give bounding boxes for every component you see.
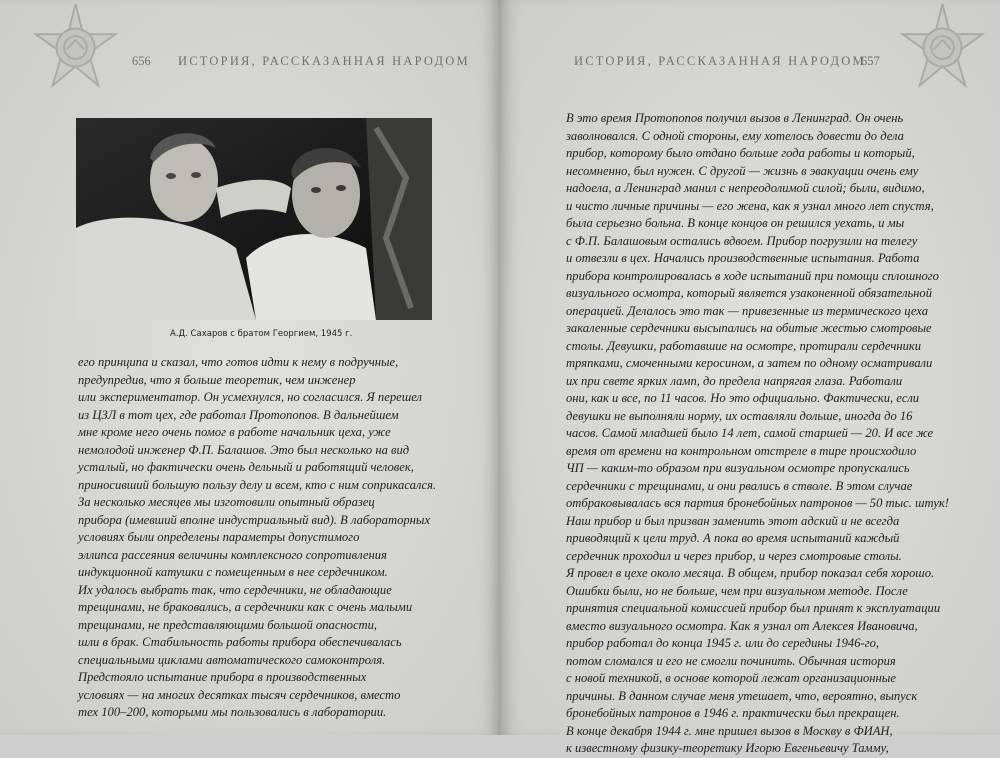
right-page	[500, 0, 1000, 755]
text-line: и чисто личные причины — его жена, как я узнал много лет спустя,	[566, 198, 934, 213]
running-head: ИСТОРИЯ, РАССКАЗАННАЯ НАРОДОМ	[574, 54, 866, 68]
text-line: сердечник проходил и через прибор, и через смотровые столы.	[566, 548, 902, 563]
text-line: бронебойных патронов в 1946 г. практически был прекращен.	[566, 706, 900, 720]
text-line: к известному физику-теоретику Игорю Евгеньевичу Тамму,	[566, 741, 889, 755]
text-line: или экспериментатор. Он усмехнулся, но согласился. Я перешел	[78, 390, 422, 404]
text-line: их при свете ярких ламп, до предела напрягая глаза. Работали	[566, 373, 903, 388]
text-line: причины. В данном случае меня утешает, что, вероятно, выпуск	[566, 688, 918, 703]
text-line: приносивший большую пользу делу и всем, кто с ним соприкасался.	[78, 477, 437, 492]
text-line: прибор работал до конца 1945 г. или до середины 1946-го,	[566, 636, 880, 650]
text-line: из ЦЗЛ в тот цех, где работал Протопопов. В дальнейшем	[78, 407, 399, 422]
photo-caption: А.Д. Сахаров с братом Георгием, 1945 г.	[170, 329, 353, 339]
text-line: Наш прибор и был призван заменить этот адский и не всегда	[566, 513, 900, 528]
text-line: прибора (имевший вполне индустриальный вид). В лабораторных	[78, 512, 431, 527]
text-line: трещинами, не браковались, а сердечники как с очень малыми	[78, 600, 413, 614]
text-line: Их удалось выбрать так, что сердечники, не обладающие	[78, 582, 392, 597]
text-line: его принципа и сказал, что готов идти к нему в подручные,	[78, 355, 399, 369]
text-line: заволновался. С одной стороны, ему хотелось довести до дела	[566, 128, 904, 143]
text-line: потом сломался и его не смогли починить. Обычная история	[566, 653, 896, 668]
text-line: отбраковывалась вся партия бронебойных патронов — 50 тыс. штук!	[566, 496, 950, 510]
text-line: За несколько месяцев мы изготовили опытный образец	[78, 495, 375, 509]
text-line: приводящий к цели труд. А пока во время испытаний каждый	[566, 531, 900, 545]
text-line: предупредив, что я больше теоретик, чем инженер	[78, 372, 356, 387]
text-line: была серьезно больна. В конце концов он решился уехать, и мы	[566, 216, 905, 230]
text-line: специальными циклами автоматического самоконтроля.	[78, 652, 386, 667]
order-star-emblem-icon	[895, 0, 990, 95]
text-line: Ошибки были, но не больше, чем при визуальном методе. После	[566, 583, 908, 598]
text-line: трещинами, не представляющими большой опасности,	[78, 617, 378, 632]
text-line: надоела, а Ленинград манил с непреодолимой силой; были, видимо,	[566, 181, 925, 195]
text-line: мне кроме него очень помог в работе начальник цеха, уже	[78, 425, 391, 439]
right-body-text	[566, 110, 949, 758]
text-line: они, как и все, по 11 часов. Но это официально. Фактически, если	[566, 391, 920, 405]
left-body-text	[78, 354, 436, 722]
text-line: Я провел в цехе около месяца. В общем, прибор показал себя хорошо.	[566, 566, 935, 580]
text-line: столы. Девушки, работавшие на осмотре, протирали сердечники	[566, 338, 922, 353]
text-line: усталый, но фактически очень дельный и работящий человек,	[78, 460, 414, 474]
text-line: В это время Протопопов получил вызов в Ленинград. Он очень	[566, 111, 904, 125]
text-line: девушки не выполняли норму, их оставляли дольше, иногда до 16	[566, 408, 913, 423]
running-head: ИСТОРИЯ, РАССКАЗАННАЯ НАРОДОМ	[178, 54, 470, 68]
left-page	[0, 0, 500, 735]
historical-photo	[76, 118, 432, 320]
text-line: время от времени на контрольном отстреле в тире происходило	[566, 443, 917, 458]
text-line: прибора контролировалась в ходе испытаний при помощи сплошного	[566, 268, 939, 283]
text-line: закаленные сердечники высыпались на обитые жестью смотровые	[566, 321, 932, 335]
text-line: операцией. Делалось это так — привезенные из термического цеха	[566, 303, 928, 318]
text-line: тех 100–200, которыми мы пользовались в лаборатории.	[78, 705, 387, 719]
text-line: часов. Самой младшей было 14 лет, самой старшей — 20. И все же	[566, 426, 934, 440]
order-star-emblem-icon	[28, 0, 123, 95]
text-line: принятия специальной комиссией прибор был принят к эксплуатации	[566, 601, 941, 615]
text-line: немолодой инженер Ф.П. Балашов. Это был несколько на вид	[78, 442, 410, 457]
text-line: шли в брак. Стабильность работы прибора обеспечивалась	[78, 635, 402, 649]
text-line: с новой техникой, в основе которой лежат организационные	[566, 671, 896, 685]
text-line: условиях — на многих десятках тысяч сердечников, вместо	[78, 687, 401, 702]
text-line: ЧП — каким-то образом при визуальном осмотре пропускались	[566, 461, 910, 475]
text-line: индукционной катушки с помещенным в нее сердечником.	[78, 565, 388, 579]
text-line: с Ф.П. Балашовым остались вдвоем. Прибор погрузили на телегу	[566, 233, 918, 248]
text-line: тряпками, смоченными керосином, а затем по одному осматривали	[566, 356, 933, 370]
text-line: несомненно, был нужен. С другой — жизнь в эвакуации очень ему	[566, 163, 919, 178]
text-line: сердечники с трещинами, и они рвались в стволе. В этом случае	[566, 478, 913, 493]
text-line: условиях были определены параметры допустимого	[78, 530, 360, 544]
text-line: визуального осмотра, который является узаконенной обязательной	[566, 286, 933, 300]
text-line: вместо визуального осмотра. Как я узнал от Алексея Ивановича,	[566, 618, 918, 633]
text-line: В конце декабря 1944 г. мне пришел вызов в Москву в ФИАН,	[566, 723, 893, 738]
text-line: прибор, которому было отдано больше года работы и который,	[566, 146, 915, 160]
text-line: эллипса рассеяния величины комплексного сопротивления	[78, 547, 387, 562]
page-number: 657	[861, 54, 880, 68]
page-number: 656	[132, 54, 151, 68]
text-line: Предстояло испытание прибора в производственных	[78, 670, 367, 684]
text-line: и отвезли в цех. Начались производственные испытания. Работа	[566, 251, 920, 265]
